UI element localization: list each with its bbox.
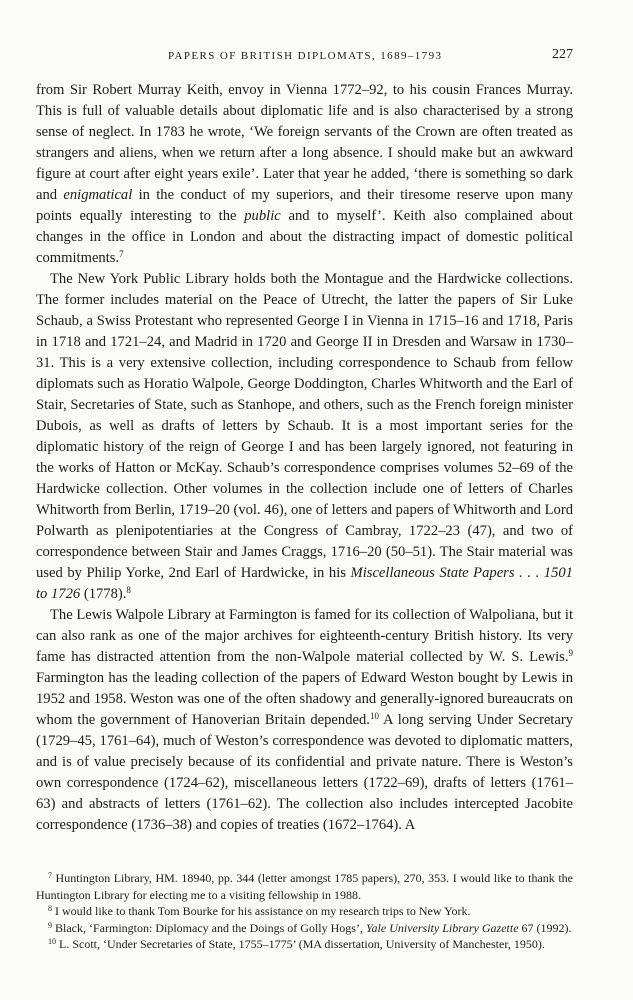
text-run: L. Scott, ‘Under Secretaries of State, 1755–1775’ (MA dissertation, University of Manchester, 1950).	[56, 937, 545, 951]
note-reference: 9	[568, 648, 573, 658]
text-run: Farmington has the leading collection of the papers of Edward Weston bought by Lewis in 1952 and 1958. Weston was one of the often shadowy and generally-ignored bureaucrats on whom the government of Hanoverian Britain depended.	[36, 670, 573, 728]
text-run: 67 (1992).	[518, 920, 572, 935]
page-header	[36, 46, 573, 68]
note-reference: 9	[48, 920, 52, 930]
note-reference: 10	[48, 937, 56, 946]
note-reference: 10	[369, 711, 379, 721]
text-run: A long serving Under Secretary (1729–45, 1761–64), much of Weston’s correspondence was devoted to diplomatic matters, and is of value precisely because of its confidential and private nature. There is Weston’s own correspondence (1724–62), miscellaneous letters (1722–69), drafts of letters (1761–63) and abstracts of letters (1761–62). The collection also includes intercepted Jacobite correspondence (1736–38) and copies of treaties (1672–1764). A	[36, 712, 573, 833]
text-run: The New York Public Library holds both the Montague and the Hardwicke collections. The former includes material on the Peace of Utrecht, the latter the papers of Sir Luke Schaub, a Swiss Protestant who represented George I in Vienna in 1715–16 and 1718, Paris in 1718 and 1721–24, and Madrid in 1720 and George II in Dresden and Warsaw in 1730–31. This is a very extensive collection, including correspondence to Schaub from fellow diplomats such as Horatio Walpole, George Doddington, Charles Whitworth and the Earl of Stair, Secretaries of State, such as Stanhope, and others, such as the French foreign minister Dubois, as well as drafts of letters by Schaub. It is a most important series for the diplomatic history of the reign of George I and has been largely ignored, not featuring in the works of Hatton or McKay. Schaub’s correspondence comprises volumes 52–69 of the Hardwicke collection. Other volumes in the collection include one of letters of Charles Whitworth from Berlin, 1719–20 (vol. 46), one of letters and papers of Whitworth and Lord Polwarth as plenipotentiaries at the Congress of Cambray, 1722–23 (47), and two of correspondence between Stair and James Craggs, 1716–20 (50–51). The Stair material was used by Philip Yorke, 2nd Earl of Hardwicke, in his	[36, 271, 573, 581]
footnote-8	[36, 903, 573, 920]
text-run: Black, ‘Farmington: Diplomacy and the Doings of Golly Hogs’,	[52, 920, 366, 935]
note-reference: 7	[48, 871, 52, 880]
text-run: from Sir Robert Murray Keith, envoy in Vienna 1772–92, to his cousin Frances Murray. This is full of valuable details about diplomatic life and is also characterised by a strong sense of neglect. In 1783 he wrote, ‘We foreign servants of the Crown are often treated as strangers and aliens, when we return after a long absence. I should make but an awkward figure at court after eight years exile’. Later that year he added, ‘there is something so dark and	[36, 82, 573, 203]
note-reference: 8	[48, 904, 52, 913]
body-text	[36, 80, 573, 836]
text-run: Huntington Library, HM. 18940, pp. 344 (letter amongst 1785 papers), 270, 353. I would like to thank the Huntington Library for electing me to a visiting fellowship in 1988.	[36, 871, 573, 902]
footnote-7	[36, 870, 573, 903]
italic-text: Miscellaneous State Papers . . . 1501 to 1726	[36, 565, 573, 602]
italic-text: enigmatical	[63, 187, 133, 203]
text-run: The Lewis Walpole Library at Farmington is famed for its collection of Walpoliana, but it can also rank as one of the major archives for eighteenth-century British history. Its very fame has distracted attention from the non-Walpole material collected by W. S. Lewis.	[36, 607, 573, 665]
italic-text: public	[244, 208, 281, 224]
paragraph-lewis-walpole-library	[36, 605, 573, 836]
footnote-10	[36, 936, 573, 953]
text-run: and to myself’. Keith also complained about changes in the office in London and about the distracting impact of domestic political commitments.	[36, 208, 573, 266]
text-run: I would like to thank Tom Bourke for his assistance on my research trips to New York.	[52, 904, 471, 918]
running-head: PAPERS OF BRITISH DIPLOMATS, 1689–1793	[168, 50, 443, 62]
page-number: 227	[552, 47, 573, 62]
text-run: in the conduct of my superiors, and their tiresome reserve upon many points equally interesting to the	[36, 187, 573, 224]
paragraph-new-york-public-library	[36, 269, 573, 605]
footnotes	[36, 870, 573, 953]
text-run: (1778).	[80, 586, 127, 602]
note-reference: 8	[126, 585, 131, 595]
footnote-9	[36, 920, 573, 937]
italic-text: Yale University Library Gazette	[365, 920, 519, 935]
note-reference: 7	[119, 249, 124, 259]
paragraph-keith	[36, 80, 573, 269]
